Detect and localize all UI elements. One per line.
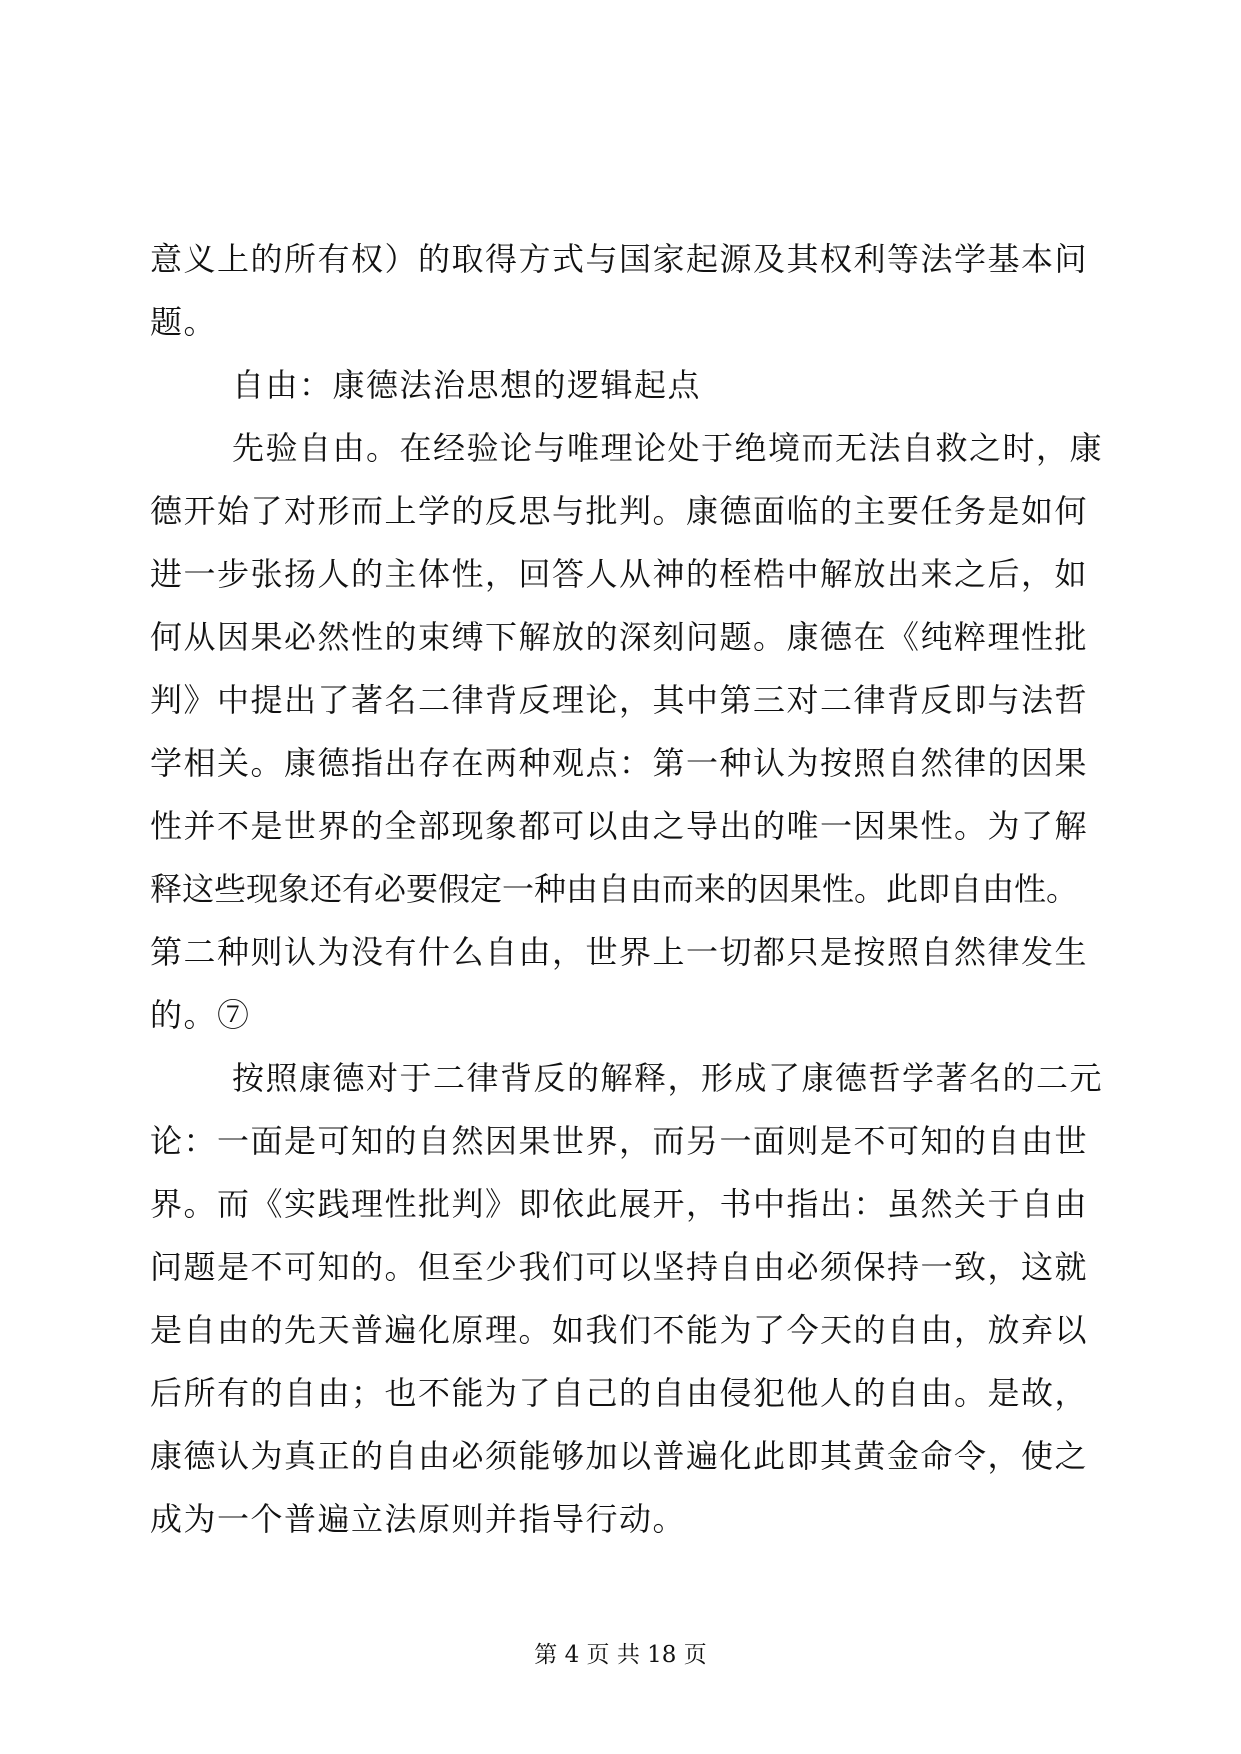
text-line: 德开始了对形而上学的反思与批判。康德面临的主要任务是如何 <box>150 492 1089 530</box>
text-line-with-footnote-marker: 的。⑦ <box>150 996 251 1034</box>
text-line: 问题是不可知的。但至少我们可以坚持自由必须保持一致，这就 <box>150 1248 1089 1286</box>
text-line: 论：一面是可知的自然因果世界，而另一面则是不可知的自由世 <box>150 1122 1089 1160</box>
text-line: 性并不是世界的全部现象都可以由之导出的唯一因果性。为了解 <box>150 807 1089 845</box>
text-line: 意义上的所有权）的取得方式与国家起源及其权利等法学基本问 <box>150 240 1089 278</box>
text-line: 学相关。康德指出存在两种观点：第一种认为按照自然律的因果 <box>150 744 1089 782</box>
text-line: 成为一个普遍立法原则并指导行动。 <box>150 1500 687 1538</box>
text-line: 后所有的自由；也不能为了自己的自由侵犯他人的自由。是故， <box>150 1374 1089 1412</box>
text-line: 进一步张扬人的主体性，回答人从神的桎梏中解放出来之后，如 <box>150 555 1089 593</box>
text-line: 释这些现象还有必要假定一种由自由而来的因果性。此即自由性。 <box>150 870 1079 908</box>
section-heading: 自由：康德法治思想的逻辑起点 <box>232 366 702 404</box>
text-line: 何从因果必然性的束缚下解放的深刻问题。康德在《纯粹理性批 <box>150 618 1089 656</box>
body-text <box>150 228 1104 1551</box>
text-line: 判》中提出了著名二律背反理论，其中第三对二律背反即与法哲 <box>150 681 1089 719</box>
text-line: 界。而《实践理性批判》即依此展开，书中指出：虽然关于自由 <box>150 1185 1089 1223</box>
paragraph-start-line: 先验自由。在经验论与唯理论处于绝境而无法自救之时，康 <box>232 429 1104 467</box>
text-line: 题。 <box>150 303 218 341</box>
text-line: 第二种则认为没有什么自由，世界上一切都只是按照自然律发生 <box>150 933 1089 971</box>
paragraph-start-line: 按照康德对于二律背反的解释，形成了康德哲学著名的二元 <box>232 1059 1104 1097</box>
text-line: 康德认为真正的自由必须能够加以普遍化此即其黄金命令，使之 <box>150 1437 1089 1475</box>
page-number-footer: 第 4 页 共 18 页 <box>534 1642 707 1668</box>
text-line: 是自由的先天普遍化原理。如我们不能为了今天的自由，放弃以 <box>150 1311 1089 1349</box>
